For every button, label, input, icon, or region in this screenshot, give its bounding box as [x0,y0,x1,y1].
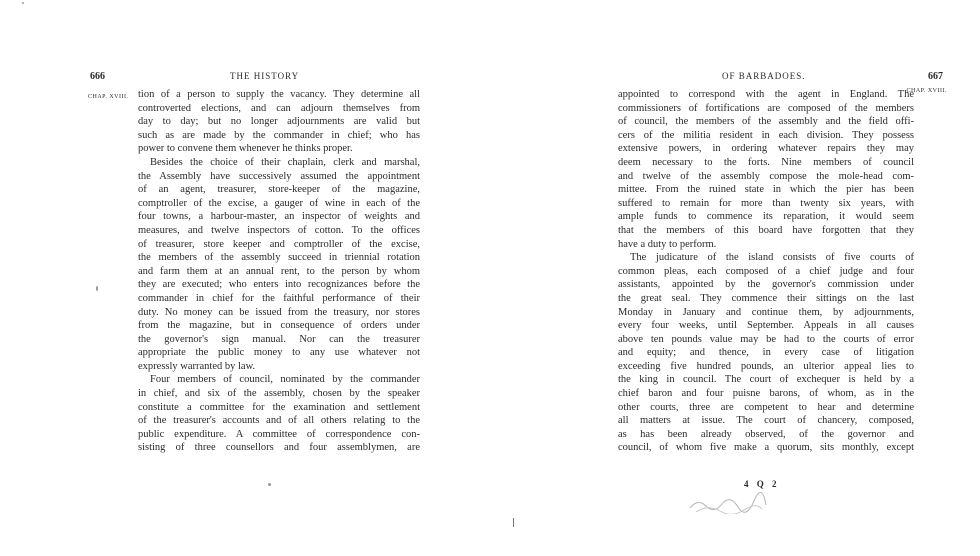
text-line: as has been already observed, of the governor and [618,428,914,440]
text-line: council, of whom five make a quorum, sits monthly, except [618,442,914,454]
text-line: the great seal. They commence their sittings on the last [618,292,914,304]
text-line: expressly warranted by law. [138,360,256,372]
text-line: comptroller of the excise, a gauger of wine in each of the [138,197,420,209]
text-line: of the treasurer's accounts and of all others relating to the [138,415,420,427]
text-line: and farm them at an annual rent, to the person by whom [138,265,420,277]
text-line: exceeding five hundred pounds, an ulterior appeal lies to [618,360,914,372]
left-page [88,0,433,556]
text-line: the king in council. The court of exchequer is held by a [618,374,914,386]
chapter-margin-note: CHAP. XVIII. [906,88,947,94]
text-line: Four members of council, nominated by the commander [150,374,420,386]
text-line: the governor's sign manual. Nor can the treasurer [138,333,420,345]
text-line: have a duty to perform. [618,238,717,250]
page-number: 667 [928,71,943,82]
scan-speck [268,483,271,486]
text-line: public expenditure. A committee of correspondence con- [138,428,420,440]
text-line: duty. No money can be issued from the treasury, nor stores [138,306,420,318]
text-line: of treasurer, store keeper and comptroller of the excise, [138,238,420,250]
text-line: four towns, a harbour-master, an inspector of weights and [138,211,420,223]
text-line: deem necessary to the forts. Nine members of council [618,156,914,168]
ink-scribble [688,492,768,514]
page-number: 666 [90,71,105,82]
text-line: day to day; but no longer adjournments are valid but [138,116,420,128]
scan-speck [96,286,98,291]
text-line: chief baron and four puisne barons, of whom, as in the [618,388,914,400]
right-page [618,0,947,556]
text-line: every four weeks, until September. Appeals in all causes [618,320,914,332]
chapter-margin-note: CHAP. XVIII. [88,94,129,100]
text-line: appropriate the public money to any use whatever not [138,347,420,359]
text-line: constitute a committee for the examination and settlement [138,401,420,413]
body-text [618,88,914,455]
text-line: other courts, three are competent to hear and determine [618,401,914,413]
text-line: and equity; and thence, in every case of litigation [618,347,914,359]
text-line: the Assembly have successively assumed the appointment [138,170,420,182]
scan-speck [22,2,24,4]
signature-mark: 4 Q 2 [744,479,780,489]
text-line: appointed to correspond with the agent in England. The [618,89,914,100]
text-line: the members of the assembly succeed in triennial rotation [138,252,420,264]
text-line: such as are made by the commander in chief; who has [138,129,420,141]
text-line: assistants, appointed by the governor's commission under [618,279,914,291]
text-line: The judicature of the island consists of five courts of [630,252,914,264]
text-line: power to convene them whenever he thinks proper. [138,143,353,155]
text-line: they are executed; who enters into recognizances before the [138,279,420,291]
text-line: in chief, and six of the assembly, chosen by the speaker [138,388,420,400]
text-line: above ten pounds value may be had to the courts of error [618,333,914,345]
text-line: controverted elections, and can adjourn themselves from [138,102,420,114]
text-line: mittee. From the ruined state in which the pier has been [618,184,914,196]
text-line: tion of a person to supply the vacancy. They determine all [138,89,420,100]
text-line: common pleas, each composed of a chief judge and four [618,265,914,277]
text-line: suffered to remain for more than twenty six years, with [618,197,914,209]
text-line: cers of the militia resident in each division. They possess [618,129,914,141]
text-line: that the members of this board have forgotten that they [618,224,914,236]
text-line: from the magazine, but in consequence of orders under [138,320,420,332]
running-head: THE HISTORY [230,71,300,81]
gutter-mark [513,518,514,527]
text-line: Besides the choice of their chaplain, clerk and marshal, [150,156,420,168]
text-line: and twelve of the assembly compose the mole-head com- [618,170,914,182]
text-line: Monday in January and continue them, by adjournments, [618,306,914,318]
text-line: all matters at issue. The court of chancery, composed, [618,415,914,427]
text-line: measures, and twelve inspectors of cotton. To the offices [138,224,420,236]
text-line: sisting of three counsellors and four assemblymen, are [138,442,420,454]
text-line: commissioners of fortifications are composed of the members [618,102,914,114]
text-line: of an agent, treasurer, store-keeper of the magazine, [138,184,420,196]
text-line: ample funds to commence its reparation, it would seem [618,211,914,223]
running-head: OF BARBADOES. [722,71,806,81]
text-line: commander in chief for the faithful performance of their [138,292,420,304]
text-line: extensive powers, in ordering whatever repairs they may [618,143,914,155]
body-text [138,88,420,455]
text-line: of council, the members of the assembly and the field offi- [618,116,914,128]
